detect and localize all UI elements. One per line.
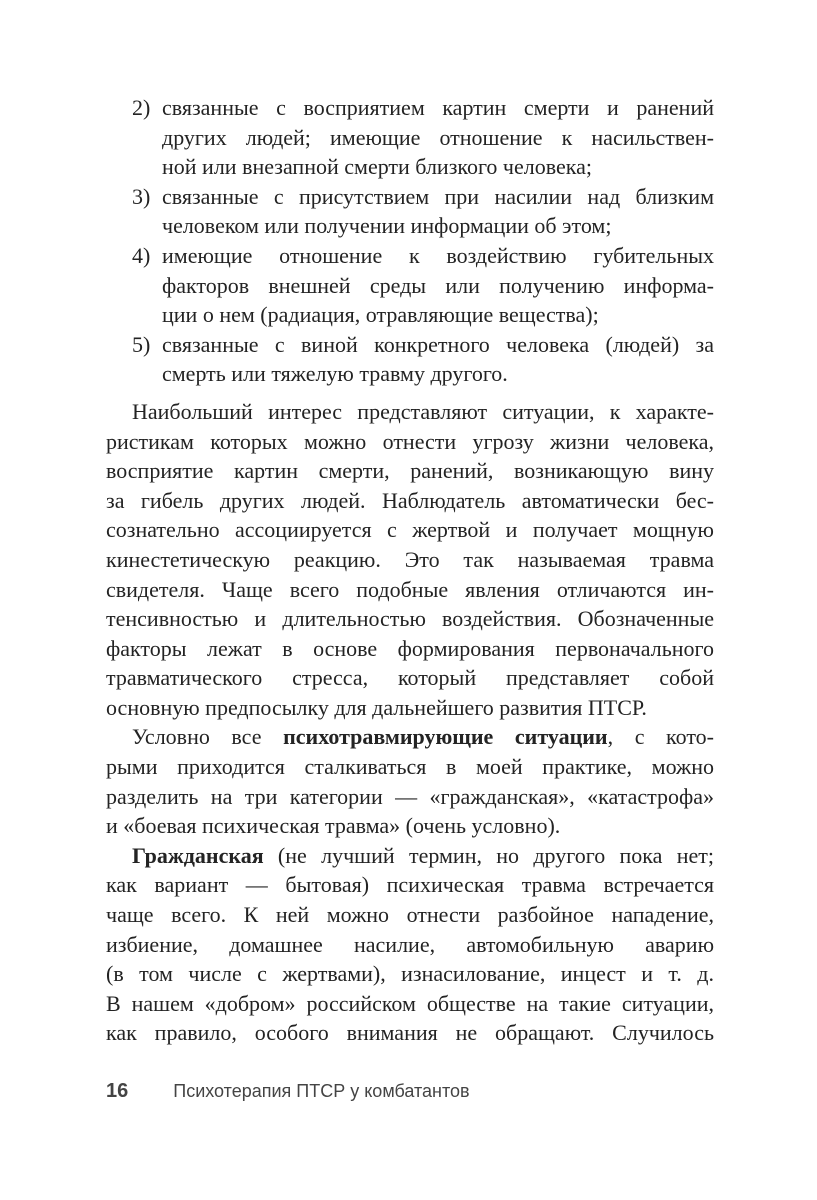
paragraph-1 [106,397,714,723]
paragraph-line: Наибольший интерес представляют ситуации, к характе- [132,398,714,424]
paragraph-line: восприятие картин смерти, ранений, возникающую вину [106,458,714,484]
list-item-number: 2) [132,95,151,120]
paragraph-line: травматического стресса, который представляет собой [106,665,714,691]
list-item-line: факторов внешней среды или получению информа- [162,272,714,298]
paragraph-line: как вариант — бытовая) психическая травма встречается [106,872,714,898]
paragraph-line: тенсивностью и длительностью воздействия. Обозначенные [106,606,714,632]
paragraph-line: за гибель других людей. Наблюдатель автоматически бес- [106,487,714,513]
list-item [106,182,714,212]
list-item-number: 5) [132,331,151,357]
paragraph-line: как правило, особого внимания не обращают. Случилось [106,1020,714,1046]
list-item-line: человеком или получении информации об этом; [162,213,612,239]
paragraph-2 [106,722,714,840]
paragraph-line: факторы лежат в основе формирования первоначального [106,635,714,661]
paragraph-rest: (не лучший термин, но другого пока нет; [263,842,714,868]
page-number: 16 [106,1080,129,1102]
term-psychotraumatic-situations: психотравмирующие ситуации [283,724,608,750]
list-item-line: ной или внезапной смерти близкого человека; [162,154,592,180]
page-body [106,93,714,1048]
list-item [106,93,714,123]
paragraph-3 [106,841,714,1048]
page-footer [106,1080,470,1103]
paragraph-line: сознательно ассоциируется с жертвой и получает мощную [106,517,714,543]
paragraph-line: основную предпосылку для дальнейшего развития ПТСР. [106,694,647,720]
paragraph-line: ристикам которых можно отнести угрозу жизни человека, [106,428,714,454]
list-item-line: смерть или тяжелую травму другого. [162,361,508,387]
numbered-list [106,93,714,389]
list-item [106,330,714,360]
paragraph-line: рыми приходится сталкиваться в моей практике, можно [106,754,714,780]
paragraph-line: В нашем «добром» российском обществе на такие ситуации, [106,990,714,1016]
paragraph-lead: Условно все [132,724,284,750]
paragraph-line: кинестетическую реакцию. Это так называемая травма [106,546,714,572]
paragraph-line: разделить на три категории — «гражданская», «катастрофа» [106,783,714,809]
list-item-line: связанные с присутствием при насилии над близким [162,183,714,209]
list-item [106,241,714,271]
paragraph-line: и «боевая психическая травма» (очень условно). [106,813,561,839]
list-item-line: связанные с восприятием картин смерти и ранений [162,95,714,120]
list-item-number: 3) [132,183,151,209]
paragraph-line: чаще всего. К ней можно отнести разбойное нападение, [106,902,714,928]
paragraph-line: свидетеля. Чаще всего подобные явления отличаются ин- [106,576,714,602]
paragraph-line: избиение, домашнее насилие, автомобильную аварию [106,931,714,957]
paragraph-rest: , с кото- [607,724,714,750]
term-civil: Гражданская [132,842,264,868]
list-item-number: 4) [132,242,151,268]
paragraph-line: (в том числе с жертвами), изнасилование, инцест и т. д. [106,961,714,987]
list-item-line: ции о нем (радиация, отравляющие вещества); [162,302,599,328]
list-item-line: имеющие отношение к воздействию губительных [162,242,714,268]
running-title: Психотерапия ПТСР у комбатантов [173,1081,470,1101]
paragraph-line [106,841,714,871]
list-item-line: других людей; имеющие отношение к насильствен- [162,124,714,150]
paragraph-line [106,722,714,752]
list-item-line: связанные с виной конкретного человека (людей) за [162,331,714,357]
